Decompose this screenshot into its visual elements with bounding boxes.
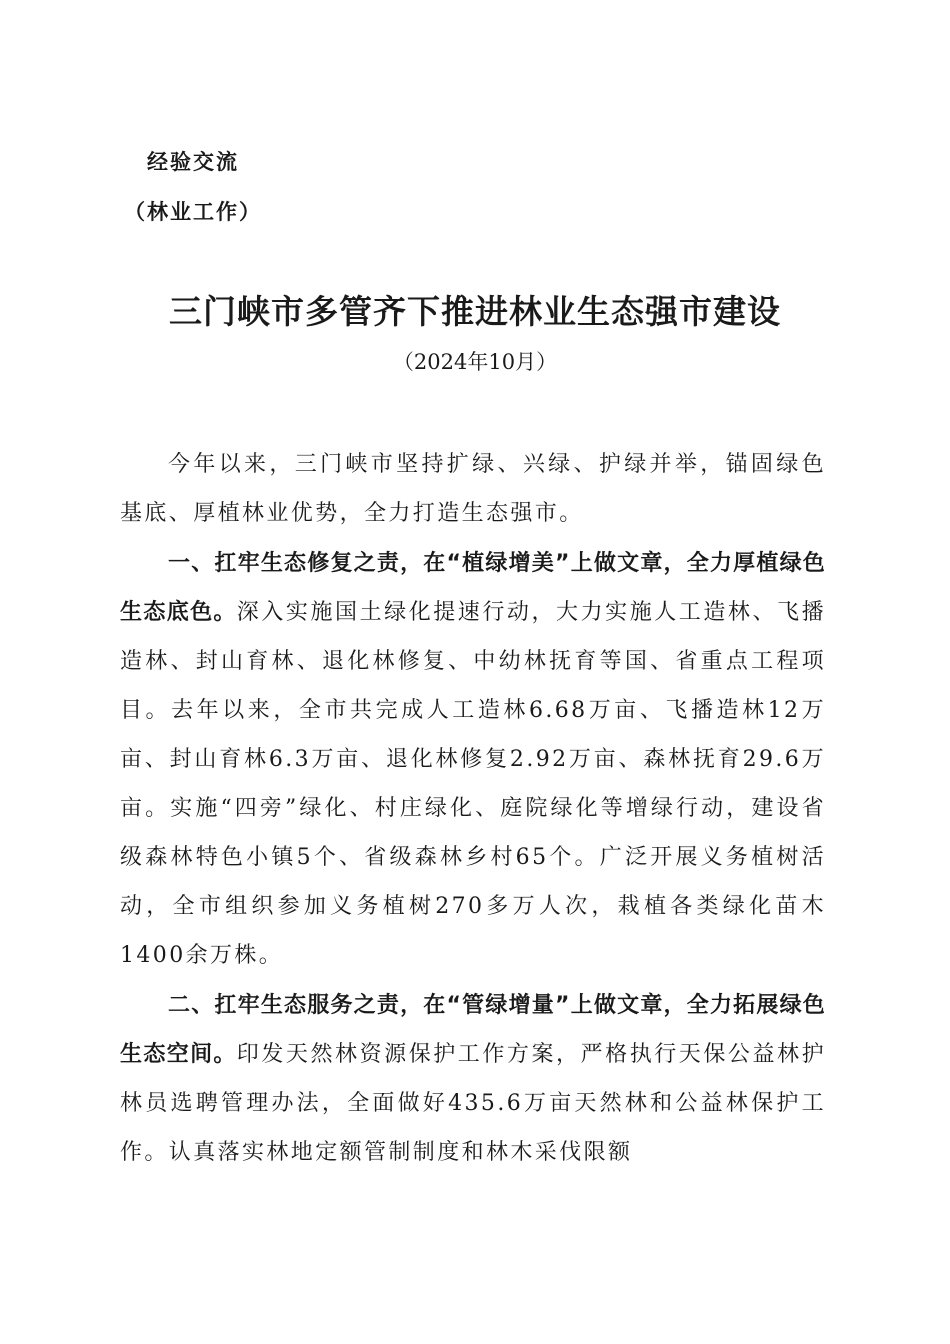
document-body [120,440,826,1177]
paragraph-section-1 [120,539,826,980]
paragraph-intro [120,440,826,538]
paragraph-section-2 [120,981,826,1177]
paragraph-text: 印发天然林资源保护工作方案，严格执行天保公益林护林员选聘管理办法，全面做好435.6万亩天然林和公益林保护工作。认真落实林地定额管制制度和林木采伐限额 [120,1042,826,1165]
paragraph-text: 深入实施国土绿化提速行动，大力实施人工造林、飞播造林、封山育林、退化林修复、中幼林抚育等国、省重点工程项目。去年以来，全市共完成人工造林6.68万亩、飞播造林12万亩、封山育林6.3万亩、退化林修复2.92万亩、森林抚育29.6万亩。实施“四旁”绿化、村庄绿化、庭院绿化等增绿行动，建设省级森林特色小镇5个、省级森林乡村65个。广泛开展义务植树活动，全市组织参加义务植树270多万人次，栽植各类绿化苗木1400余万株。 [120,600,826,968]
document-title: 三门峡市多管齐下推进林业生态强市建设 [169,292,781,331]
document-category: 经验交流 [147,150,239,174]
section-heading: 二、扛牢生态服务之责，在“管绿增量”上做文章，全力拓展绿色生态空间。 [120,993,826,1067]
document-date: （2024年10月） [392,350,558,374]
paragraph-text: 今年以来，三门峡市坚持扩绿、兴绿、护绿并举，锚固绿色基底、厚植林业优势，全力打造生态强市。 [120,452,826,526]
document-subcategory: （林业工作） [124,200,262,224]
section-heading: 一、扛牢生态修复之责，在“植绿增美”上做文章，全力厚植绿色生态底色。 [120,551,826,625]
